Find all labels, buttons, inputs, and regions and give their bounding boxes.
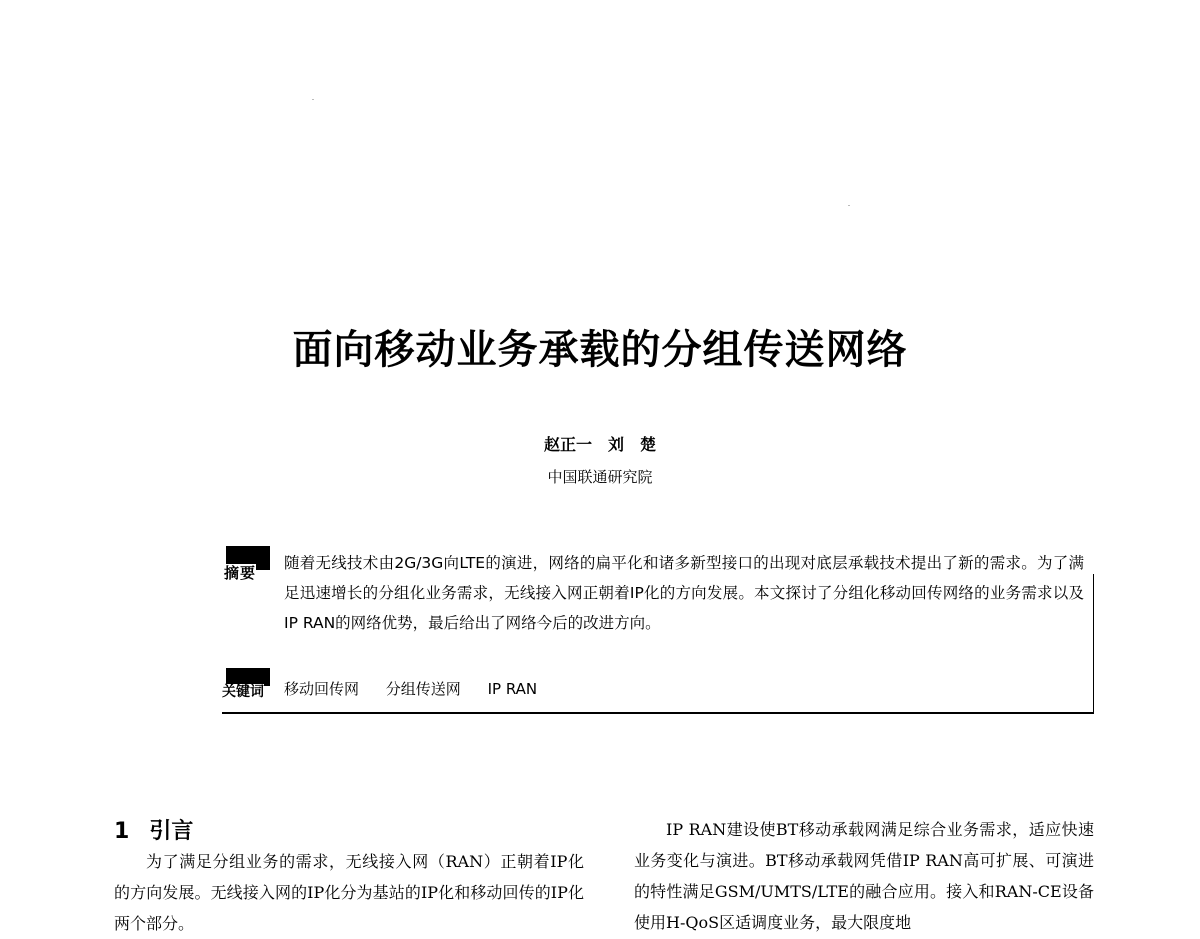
abstract-tag xyxy=(222,546,270,588)
authors: 赵正一 刘 楚 xyxy=(543,435,656,454)
section-heading xyxy=(114,814,193,845)
abstract-bottom-rule xyxy=(222,712,1094,714)
section-title: 引言 xyxy=(149,819,194,844)
abstract-right-rule xyxy=(1093,574,1094,714)
scan-speck xyxy=(848,205,850,206)
left-column xyxy=(114,846,584,939)
abstract-text: 随着无线技术由2G/3G向LTE的演进，网络的扁平化和诸多新型接口的出现对底层承载技术提出了新的需求。为了满足迅速增长的分组化业务需求，无线接入网正朝着IP化的方向发展。本文探讨了分组化移动回传网络的业务需求以及IP RAN的网络优势，最后给出了网络今后的改进方向。 xyxy=(284,554,1084,632)
affiliation: 中国联通研究院 xyxy=(547,468,653,486)
right-column xyxy=(634,814,1094,938)
keywords-tag-label: 关键词 xyxy=(222,684,264,700)
keyword-item: IP RAN xyxy=(487,680,538,698)
abstract-tag-label: 摘要 xyxy=(224,564,257,582)
paper-title: 面向移动业务承载的分组传送网络 xyxy=(292,327,908,373)
scan-speck xyxy=(312,99,314,100)
keyword-item: 移动回传网 xyxy=(284,680,360,698)
keyword-item: 分组传送网 xyxy=(385,680,461,698)
keywords-list xyxy=(284,678,559,699)
body-paragraph: 为了满足分组业务的需求，无线接入网（RAN）正朝着IP化的方向发展。无线接入网的IP化分为基站的IP化和移动回传的IP化两个部分。 xyxy=(114,852,584,933)
body-paragraph: IP RAN建设使BT移动承载网满足综合业务需求，适应快速业务变化与演进。BT移动承载网凭借IP RAN高可扩展、可演进的特性满足GSM/UMTS/LTE的融合应用。接入和RAN-CE设备使用H-QoS区适调度业务，最大限度地 xyxy=(634,820,1094,932)
keywords-tag xyxy=(222,668,270,704)
section-number: 1 xyxy=(114,819,130,844)
